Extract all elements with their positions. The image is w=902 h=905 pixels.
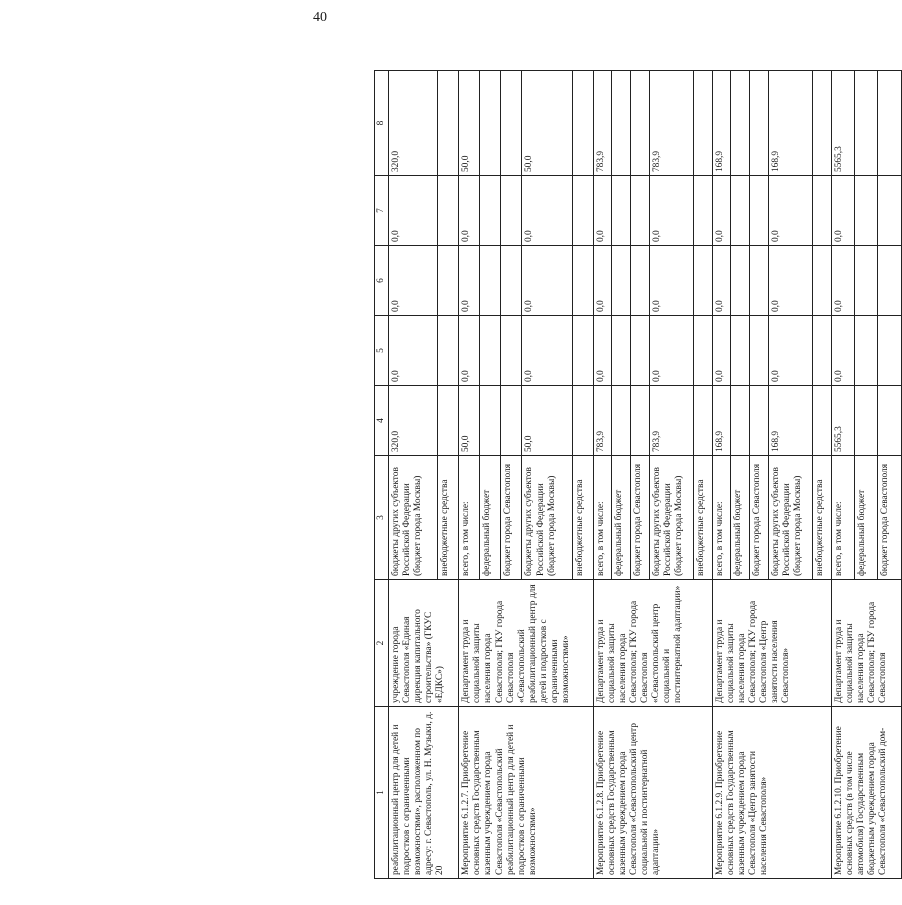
amount-cell	[731, 176, 750, 246]
funding-source-cell: внебюджетные средства	[694, 456, 713, 580]
amount-cell: 320,0	[389, 386, 438, 456]
amount-cell: 0,0	[389, 316, 438, 386]
amount-cell: 5565,3	[831, 386, 854, 456]
amount-cell	[501, 246, 522, 316]
amount-cell: 50,0	[522, 386, 572, 456]
amount-cell	[749, 316, 768, 386]
amount-cell	[813, 386, 832, 456]
amount-cell: 0,0	[649, 176, 693, 246]
amount-cell: 0,0	[768, 246, 812, 316]
amount-cell: 0,0	[768, 316, 812, 386]
amount-cell	[572, 386, 593, 456]
amount-cell	[878, 71, 902, 176]
funding-source-cell: бюджет города Севастополя	[749, 456, 768, 580]
amount-cell	[438, 386, 459, 456]
amount-cell	[749, 246, 768, 316]
amount-cell	[731, 386, 750, 456]
amount-cell	[878, 386, 902, 456]
column-number: 4	[375, 386, 389, 456]
amount-cell: 0,0	[522, 316, 572, 386]
amount-cell: 0,0	[649, 316, 693, 386]
amount-cell: 168,9	[712, 71, 731, 176]
activity-name-cell: Мероприятие 6.1.2.8. Приобретение основных средств Государственным казенным учреждением города Севастополя «Севастопольский центр социальной и постинтернатной адаптации»	[593, 707, 712, 879]
page-number: 40	[313, 10, 327, 25]
funding-source-cell: федеральный бюджет	[731, 456, 750, 580]
amount-cell	[501, 176, 522, 246]
amount-cell: 0,0	[649, 246, 693, 316]
table-row	[831, 71, 854, 879]
amount-cell: 50,0	[522, 71, 572, 176]
amount-cell: 783,9	[649, 71, 693, 176]
funding-source-cell: внебюджетные средства	[438, 456, 459, 580]
funding-source-cell: бюджет города Севастополя	[878, 456, 902, 580]
amount-cell	[694, 176, 713, 246]
column-number: 6	[375, 246, 389, 316]
amount-cell	[813, 176, 832, 246]
amount-cell	[438, 246, 459, 316]
executor-cell: Департамент труда и социальной защиты населения города Севастополя; ГКУ города Севастополя «Севастопольский реабилитационный центр для детей и подростков с ограниченными возможностями»	[459, 580, 593, 707]
amount-cell	[731, 246, 750, 316]
amount-cell: 783,9	[593, 71, 612, 176]
amount-cell: 0,0	[593, 176, 612, 246]
amount-cell: 0,0	[831, 176, 854, 246]
amount-cell	[480, 71, 501, 176]
amount-cell	[694, 386, 713, 456]
funding-source-cell: всего, в том числе:	[712, 456, 731, 580]
amount-cell: 783,9	[649, 386, 693, 456]
amount-cell	[630, 71, 649, 176]
column-number-row	[375, 71, 389, 879]
amount-cell	[501, 386, 522, 456]
amount-cell	[749, 71, 768, 176]
amount-cell: 0,0	[459, 246, 480, 316]
column-number: 7	[375, 176, 389, 246]
amount-cell: 783,9	[593, 386, 612, 456]
executor-cell: Департамент труда и социальной защиты населения города Севастополя; ГКУ города Севастополя «Севастопольский центр социальной и постинтернатной адаптации»	[593, 580, 712, 707]
amount-cell: 0,0	[831, 246, 854, 316]
amount-cell	[630, 176, 649, 246]
funding-source-cell: бюджет города Севастополя	[630, 456, 649, 580]
amount-cell	[612, 176, 631, 246]
amount-cell	[480, 246, 501, 316]
executor-cell: Департамент труда и социальной защиты населения города Севастополя; ГКУ города Севастополя «Центр занятости населения Севастополя»	[712, 580, 831, 707]
column-number: 2	[375, 580, 389, 707]
activity-name-cell: Мероприятие 6.1.2.7. Приобретение основных средств Государственным казенным учреждением города Севастополя «Севастопольский реабилитационный центр для детей и подростков с ограниченными возможностями»	[459, 707, 593, 879]
column-number: 5	[375, 316, 389, 386]
funding-source-cell: федеральный бюджет	[855, 456, 878, 580]
amount-cell	[572, 71, 593, 176]
funding-source-cell: бюджет города Севастополя	[501, 456, 522, 580]
amount-cell	[855, 316, 878, 386]
funding-source-cell: федеральный бюджет	[612, 456, 631, 580]
amount-cell: 0,0	[593, 246, 612, 316]
amount-cell	[572, 176, 593, 246]
amount-cell	[480, 176, 501, 246]
amount-cell	[855, 246, 878, 316]
amount-cell	[731, 316, 750, 386]
amount-cell	[612, 316, 631, 386]
amount-cell	[813, 71, 832, 176]
amount-cell	[855, 71, 878, 176]
activity-name-cell: Мероприятие 6.1.2.9. Приобретение основных средств Государственным казенным учреждением города Севастополя «Центр занятости населения Севастополя»	[712, 707, 831, 879]
table-row	[459, 71, 480, 879]
amount-cell	[501, 71, 522, 176]
table-row	[593, 71, 612, 879]
amount-cell: 0,0	[768, 176, 812, 246]
amount-cell: 168,9	[768, 71, 812, 176]
amount-cell: 50,0	[459, 71, 480, 176]
funding-source-cell: федеральный бюджет	[480, 456, 501, 580]
activity-name-cell: реабилитационный центр для детей и подростков с ограниченными возможностями», расположенном по адресу: г. Севастополь, ул. Н. Музыки, д. 20	[389, 707, 459, 879]
amount-cell	[855, 176, 878, 246]
amount-cell: 0,0	[522, 176, 572, 246]
amount-cell: 0,0	[593, 316, 612, 386]
amount-cell: 0,0	[522, 246, 572, 316]
amount-cell: 168,9	[768, 386, 812, 456]
amount-cell	[612, 386, 631, 456]
amount-cell	[813, 316, 832, 386]
funding-source-cell: внебюджетные средства	[813, 456, 832, 580]
funding-source-cell: всего, в том числе:	[593, 456, 612, 580]
amount-cell	[630, 246, 649, 316]
amount-cell	[878, 246, 902, 316]
amount-cell	[694, 316, 713, 386]
budget-table	[374, 70, 902, 879]
amount-cell: 0,0	[389, 246, 438, 316]
amount-cell	[480, 386, 501, 456]
amount-cell: 0,0	[712, 316, 731, 386]
funding-source-cell: внебюджетные средства	[572, 456, 593, 580]
amount-cell	[572, 316, 593, 386]
column-number: 1	[375, 707, 389, 879]
amount-cell	[878, 316, 902, 386]
amount-cell	[630, 316, 649, 386]
table-row	[389, 71, 438, 879]
amount-cell	[612, 71, 631, 176]
amount-cell	[630, 386, 649, 456]
amount-cell	[438, 71, 459, 176]
funding-source-cell: бюджеты других субъектов Российской Федерации (бюджет города Москвы)	[389, 456, 438, 580]
table-body	[389, 71, 902, 879]
amount-cell	[572, 246, 593, 316]
amount-cell	[501, 316, 522, 386]
funding-source-cell: бюджеты других субъектов Российской Федерации (бюджет города Москвы)	[768, 456, 812, 580]
amount-cell: 0,0	[712, 176, 731, 246]
amount-cell	[855, 386, 878, 456]
amount-cell: 0,0	[831, 316, 854, 386]
amount-cell	[749, 386, 768, 456]
column-number: 8	[375, 71, 389, 176]
amount-cell	[438, 176, 459, 246]
amount-cell	[694, 71, 713, 176]
amount-cell: 168,9	[712, 386, 731, 456]
amount-cell: 5565,3	[831, 71, 854, 176]
column-number: 3	[375, 456, 389, 580]
executor-cell: Департамент труда и социальной защиты населения города Севастополя; ГБУ города Севастополя	[831, 580, 901, 707]
funding-source-cell: всего, в том числе:	[459, 456, 480, 580]
amount-cell	[749, 176, 768, 246]
table-row	[712, 71, 731, 879]
amount-cell	[694, 246, 713, 316]
amount-cell	[612, 246, 631, 316]
activity-name-cell: Мероприятие 6.1.2.10. Приобретение основных средств (в том числе автомобиля) Государственным бюджетным учреждением города Севастополя «Севастопольский дом-	[831, 707, 901, 879]
amount-cell	[813, 246, 832, 316]
amount-cell	[878, 176, 902, 246]
amount-cell	[480, 316, 501, 386]
amount-cell: 320,0	[389, 71, 438, 176]
amount-cell: 50,0	[459, 386, 480, 456]
executor-cell: учреждение города Севастополя «Единая дирекция капитального строительства» (ГКУС «ЕДКС»)	[389, 580, 459, 707]
funding-source-cell: всего, в том числе:	[831, 456, 854, 580]
amount-cell: 0,0	[459, 176, 480, 246]
amount-cell	[438, 316, 459, 386]
amount-cell: 0,0	[389, 176, 438, 246]
amount-cell	[731, 71, 750, 176]
amount-cell: 0,0	[712, 246, 731, 316]
amount-cell: 0,0	[459, 316, 480, 386]
funding-source-cell: бюджеты других субъектов Российской Федерации (бюджет города Москвы)	[522, 456, 572, 580]
funding-source-cell: бюджеты других субъектов Российской Федерации (бюджет города Москвы)	[649, 456, 693, 580]
